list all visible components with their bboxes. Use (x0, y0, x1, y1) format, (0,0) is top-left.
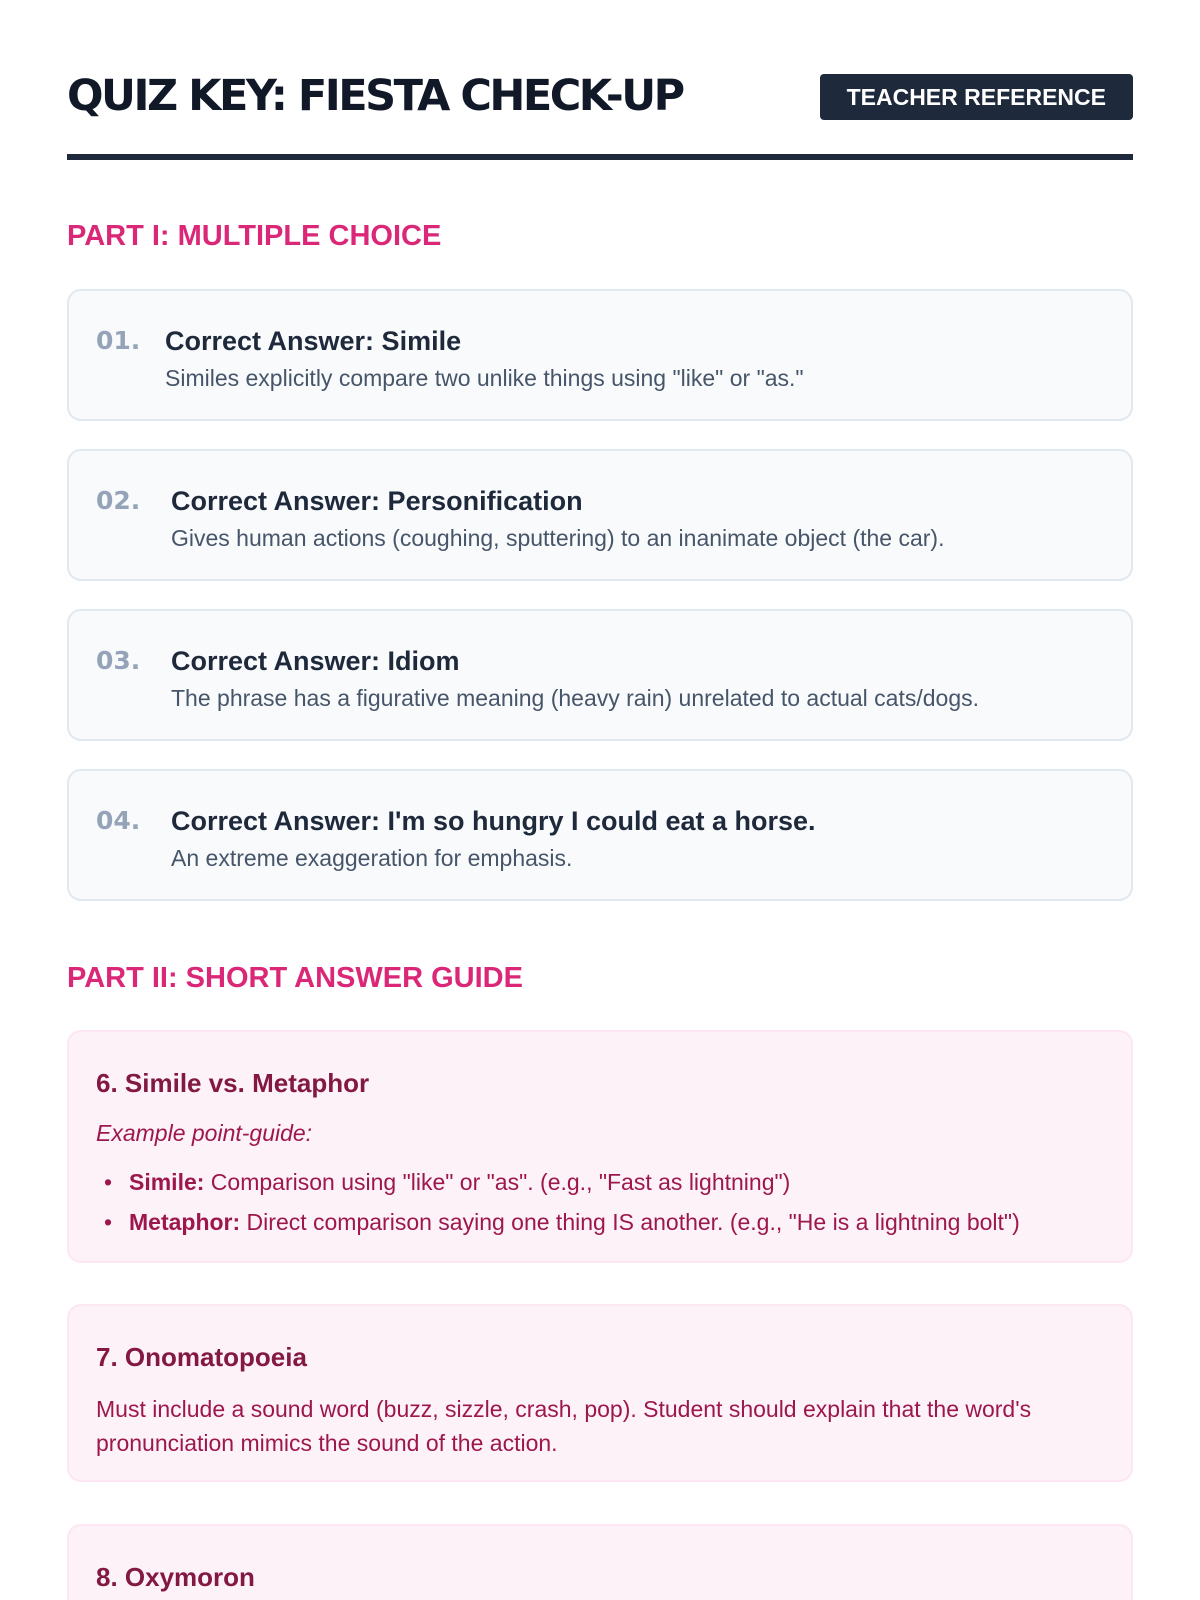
bullet-icon: • (104, 1169, 113, 1195)
question-number: 04. (96, 806, 141, 835)
short-answer-title: 7. Onomatopoeia (96, 1342, 307, 1372)
list-item (104, 1202, 1020, 1242)
mc-answer-card (67, 289, 1133, 421)
mc-answer-card (67, 769, 1133, 901)
term-definition: Comparison using "like" or "as". (e.g., "Fast as lightning") (204, 1169, 791, 1195)
mc-answer-card (67, 609, 1133, 741)
page-header (67, 66, 1133, 160)
short-answer-title: 8. Oxymoron (96, 1562, 255, 1592)
part1-heading: PART I: MULTIPLE CHOICE (67, 220, 442, 252)
short-answer-card (67, 1524, 1133, 1600)
answer-explanation: An extreme exaggeration for emphasis. (171, 845, 573, 871)
correct-answer: Correct Answer: Personification (171, 486, 583, 516)
term-label: Simile: (129, 1169, 205, 1195)
page-title: QUIZ KEY: FIESTA CHECK-UP (67, 71, 683, 121)
list-item (104, 1162, 1020, 1202)
short-answer-card (67, 1304, 1133, 1482)
short-answer-title: 6. Simile vs. Metaphor (96, 1068, 370, 1098)
answer-explanation: Similes explicitly compare two unlike things using "like" or "as." (165, 365, 804, 391)
teacher-reference-badge: TEACHER REFERENCE (820, 74, 1133, 120)
answer-explanation: Gives human actions (coughing, sputtering) to an inanimate object (the car). (171, 525, 945, 551)
short-answer-card (67, 1030, 1133, 1263)
answer-explanation: The phrase has a figurative meaning (heavy rain) unrelated to actual cats/dogs. (171, 685, 980, 711)
part2-heading: PART II: SHORT ANSWER GUIDE (67, 962, 523, 994)
correct-answer: Correct Answer: I'm so hungry I could eat a horse. (171, 806, 816, 836)
bullet-icon: • (104, 1209, 113, 1235)
term-definition: Direct comparison saying one thing IS another. (e.g., "He is a lightning bolt") (240, 1209, 1020, 1235)
short-answer-body: Must include a sound word (buzz, sizzle, crash, pop). Student should explain that the word's pronunciation mimics the sound of the action. (96, 1396, 1032, 1456)
mc-answer-card (67, 449, 1133, 581)
question-number: 02. (96, 486, 141, 515)
point-guide-label: Example point-guide: (96, 1120, 313, 1146)
question-number: 01. (96, 326, 141, 355)
point-guide-list (104, 1162, 1020, 1242)
correct-answer: Correct Answer: Simile (165, 326, 462, 356)
term-label: Metaphor: (129, 1209, 241, 1235)
correct-answer: Correct Answer: Idiom (171, 646, 460, 676)
question-number: 03. (96, 646, 141, 675)
